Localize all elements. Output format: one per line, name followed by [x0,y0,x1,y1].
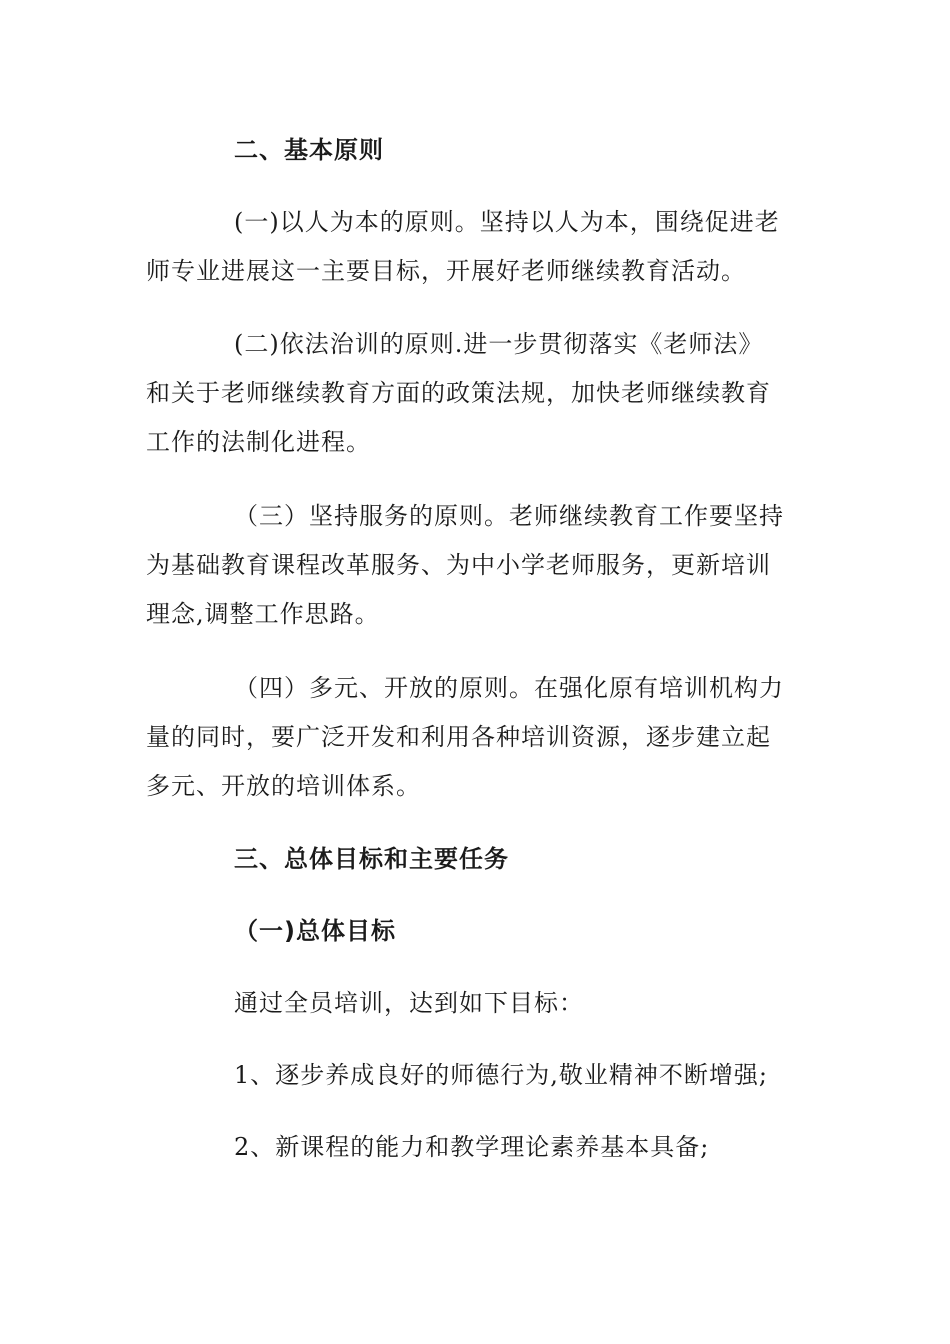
paragraph-line: 通过全员培训，达到如下目标： [234,989,584,1017]
paragraph-line: (二)依法治训的原则.进一步贯彻落实《老师法》 [234,330,764,358]
section-heading-basic-principles [146,126,796,175]
paragraph-line: 师专业进展这一主要目标，开展好老师继续教育活动。 [146,257,746,285]
paragraph-line: 为基础教育课程改革服务、为中小学老师服务，更新培训 [146,551,771,579]
paragraph-diverse-open [146,664,796,811]
paragraph-goal-intro [146,979,796,1028]
paragraph-line: 量的同时，要广泛开发和利用各种培训资源，逐步建立起 [146,723,771,751]
paragraph-service [146,492,796,639]
section-heading-overall-goals [146,835,796,884]
paragraph-line: 多元、开放的培训体系。 [146,772,421,800]
paragraph-line: （三）坚持服务的原则。老师继续教育工作要坚持 [234,502,784,530]
paragraph-line: 理念,调整工作思路。 [146,600,380,628]
paragraph-rule-of-law [146,320,796,467]
paragraph-people-oriented [146,198,796,296]
paragraph-line: 工作的法制化进程。 [146,428,371,456]
paragraph-line: 和关于老师继续教育方面的政策法规，加快老师继续教育 [146,379,771,407]
heading-text: 三、总体目标和主要任务 [234,845,509,873]
paragraph-line: (一)以人为本的原则。坚持以人为本，围绕促进老 [234,208,780,236]
list-item-goal-1 [146,1051,796,1100]
paragraph-line: （四）多元、开放的原则。在强化原有培训机构力 [234,674,784,702]
list-item-text: 1、逐步养成良好的师德行为,敬业精神不断增强; [234,1061,768,1089]
subheading-text: （一)总体目标 [234,917,396,945]
subheading-overall-goal [146,907,796,956]
heading-text: 二、基本原则 [234,136,384,164]
list-item-text: 2、新课程的能力和教学理论素养基本具备; [234,1133,710,1161]
list-item-goal-2 [146,1123,796,1172]
